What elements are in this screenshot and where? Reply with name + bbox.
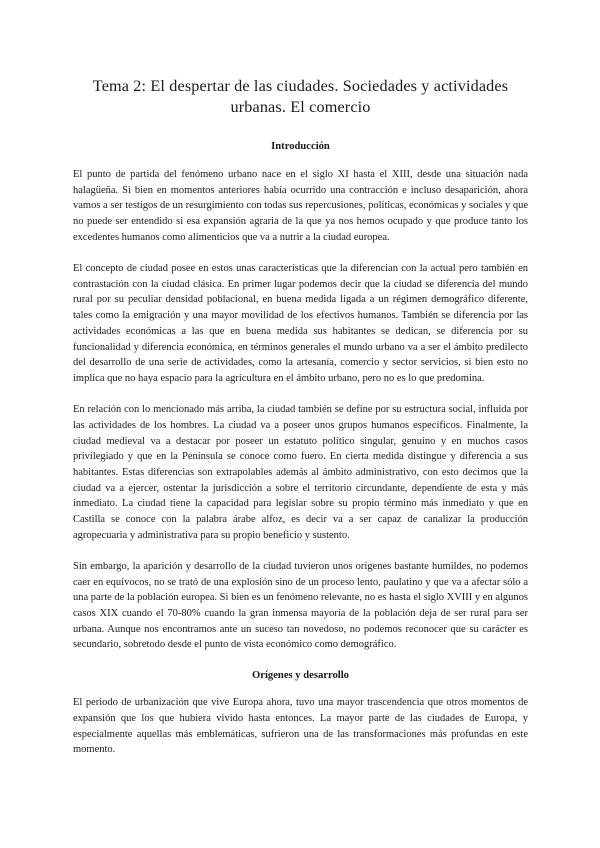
section-heading-origenes: Orígenes y desarrollo bbox=[252, 670, 349, 682]
paragraph: El punto de partida del fenómeno urbano nace en el siglo XI hasta el XIII, desde una situación nada halagüeña. Si bien en momentos anteriores había ocurrido una contracción e incluso desaparición, ahora vamos a ser testigos de un resurgimiento con todas sus repercusiones, políticas, económicas y sociales y que no puede ser entendido si esa expansión agraria de la que ya nos hemos ocupado y que produce tanto los excedentes humanos como alimenticios que va a nutrir a la ciudad europea. bbox=[73, 169, 528, 243]
section-heading-introduccion: Introducción bbox=[271, 141, 330, 152]
paragraph: El periodo de urbanización que vive Europa ahora, tuvo una mayor trascendencia que otros momentos de expansión que los que hubiera vivido hasta entonces. La mayor parte de las ciudades de Europa, y especialmente aquellas más emblemáticas, sufrieron una de las transformaciones más profundas en este momento. bbox=[73, 697, 528, 756]
paragraph: Sin embargo, la aparición y desarrollo de la ciudad tuvieron unos orígenes bastante humildes, no podemos caer en equívocos, no se trató de una explosión sino de un proceso lento, paulatino y que va a afectar sólo a una parte de la población europea. Si bien es un fenómeno relevante, no es hasta el siglo XVIII y en algunos casos XIX cuando el 70-80% cuando la gran inmensa mayoría de la población deja de ser rural para ser urbana. Aunque nos encontramos ante un suceso tan novedoso, no podemos reconocer que su carácter es secundario, sobretodo desde el punto de vista económico como demográfico. bbox=[73, 560, 528, 651]
document-title: Tema 2: El despertar de las ciudades. Sociedades y actividades urbanas. El comercio bbox=[92, 77, 509, 116]
paragraph: En relación con lo mencionado más arriba, la ciudad también se define por su estructura social, influida por las actividades de los hombres. La ciudad va a poseer unos grupos humanos específicos. Finalmente, la ciudad medieval va a destacar por poseer un estatuto político singular, genuino y en muchos casos privilegiado y que en la Península se conoce como fuero. En cierta medida distingue y diferencia a sus habitantes. Estas diferencias son extrapolables además al ámbito administrativo, con esto decimos que la ciudad va a ejercer, ostentar la jurisdicción a sobre el territorio circundante, dependiente de esta y más inmediato. La ciudad tiene la capacidad para legislar sobre su propio término más inmediato y que en Castilla se conoce con la palabra árabe alfoz, es decir va a ser capaz de canalizar la producción agropecuaria y administrativa para su propio beneficio y sustento. bbox=[73, 404, 528, 541]
paragraph: El concepto de ciudad posee en estos unas características que la diferencian con la actual pero también en contrastación con la ciudad clásica. En primer lugar podemos decir que la ciudad se diferencia del mundo rural por su peculiar densidad poblacional, en buena medida ligada a un régimen demográfico diferente, tales como la emigración y una mayor movilidad de los efectivos humanos. También se diferencia por las actividades económicas a las que en buena medida sus habitantes se dedican, se diferencia por su funcionalidad y diferencia económica, en términos generales el mundo urbano va a ser el ámbito predilecto del desarrollo de una serie de actividades, como la artesanía, comercio y sector servicios, si bien esto no implica que no haya espacio para la agricultura en el ámbito urbano, pero no es lo que predomina. bbox=[73, 263, 528, 384]
